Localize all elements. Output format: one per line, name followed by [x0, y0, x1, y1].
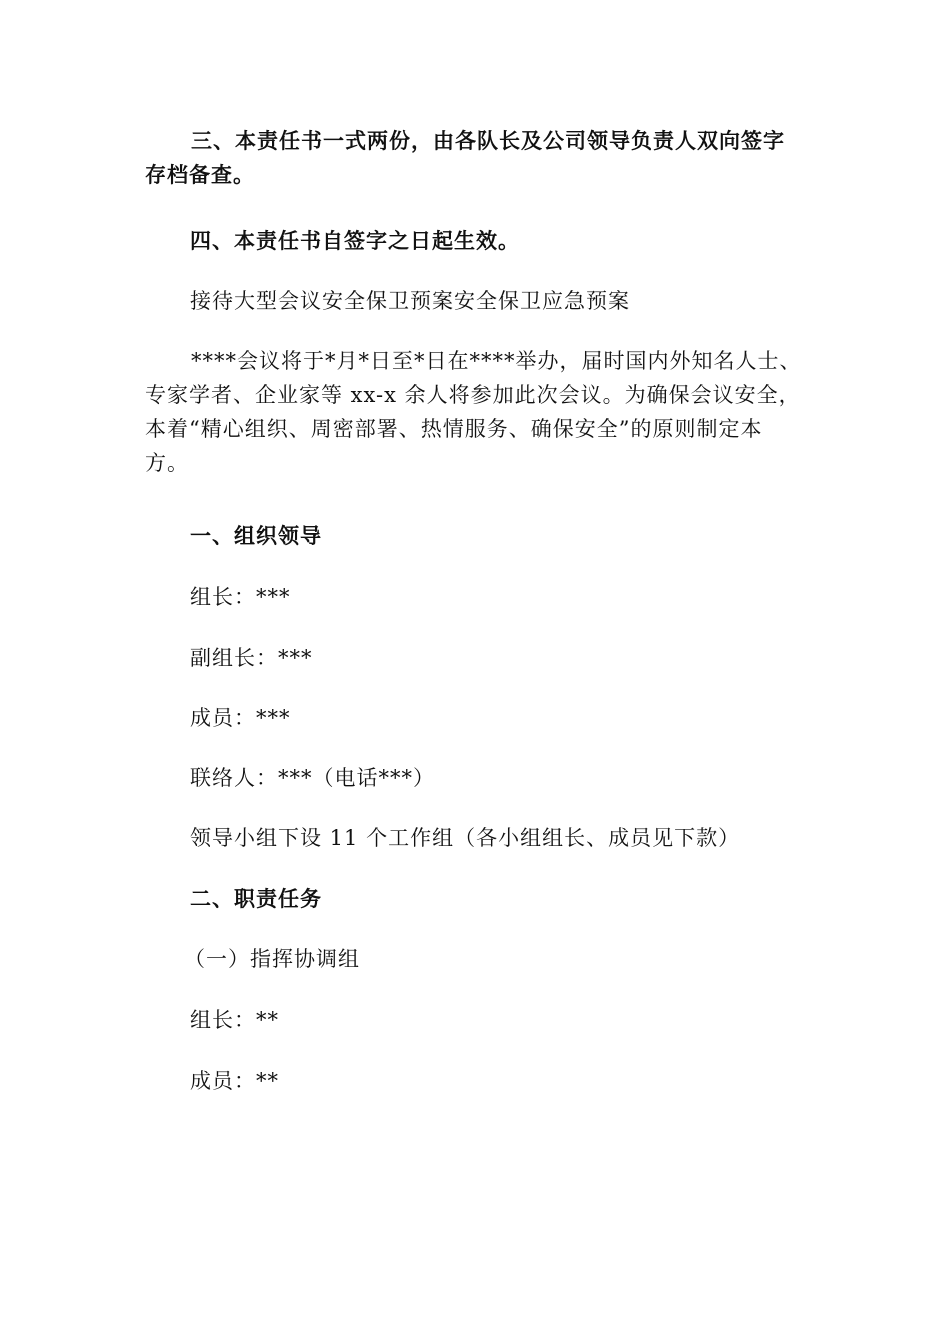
intro-line-4: 方。 — [145, 451, 189, 475]
intro-paragraph — [145, 344, 802, 480]
deputy-leader-line: 副组长：*** — [190, 646, 313, 670]
intro-line-2: 专家学者、企业家等 xx-x 余人将参加此次会议。为确保会议安全， — [145, 383, 801, 407]
intro-line-3: 本着“精心组织、周密部署、热情服务、确保安全”的原则制定本 — [145, 417, 763, 441]
clause-4: 四、本责任书自签字之日起生效。 — [190, 229, 520, 253]
plan-title: 接待大型会议安全保卫预案安全保卫应急预案 — [190, 289, 630, 313]
members-line: 成员：*** — [190, 706, 291, 730]
intro-line-1: ****会议将于*月*日至*日在****举办，届时国内外知名人士、 — [191, 349, 802, 373]
subsection-1-heading: （一）指挥协调组 — [184, 947, 360, 971]
clause-3 — [145, 124, 795, 192]
working-groups-note: 领导小组下设 11 个工作组（各小组组长、成员见下款） — [190, 826, 741, 850]
clause-3-line-2: 存档备查。 — [145, 163, 255, 187]
subsection-1-members: 成员：** — [190, 1069, 279, 1093]
section-1-heading: 一、组织领导 — [190, 524, 322, 548]
leader-line: 组长：*** — [190, 585, 291, 609]
subsection-1-leader: 组长：** — [190, 1008, 279, 1032]
section-2-heading: 二、职责任务 — [190, 887, 322, 911]
clause-3-line-1: 三、本责任书一式两份，由各队长及公司领导负责人双向签字 — [191, 129, 785, 153]
contact-line: 联络人：***（电话***） — [190, 766, 435, 790]
